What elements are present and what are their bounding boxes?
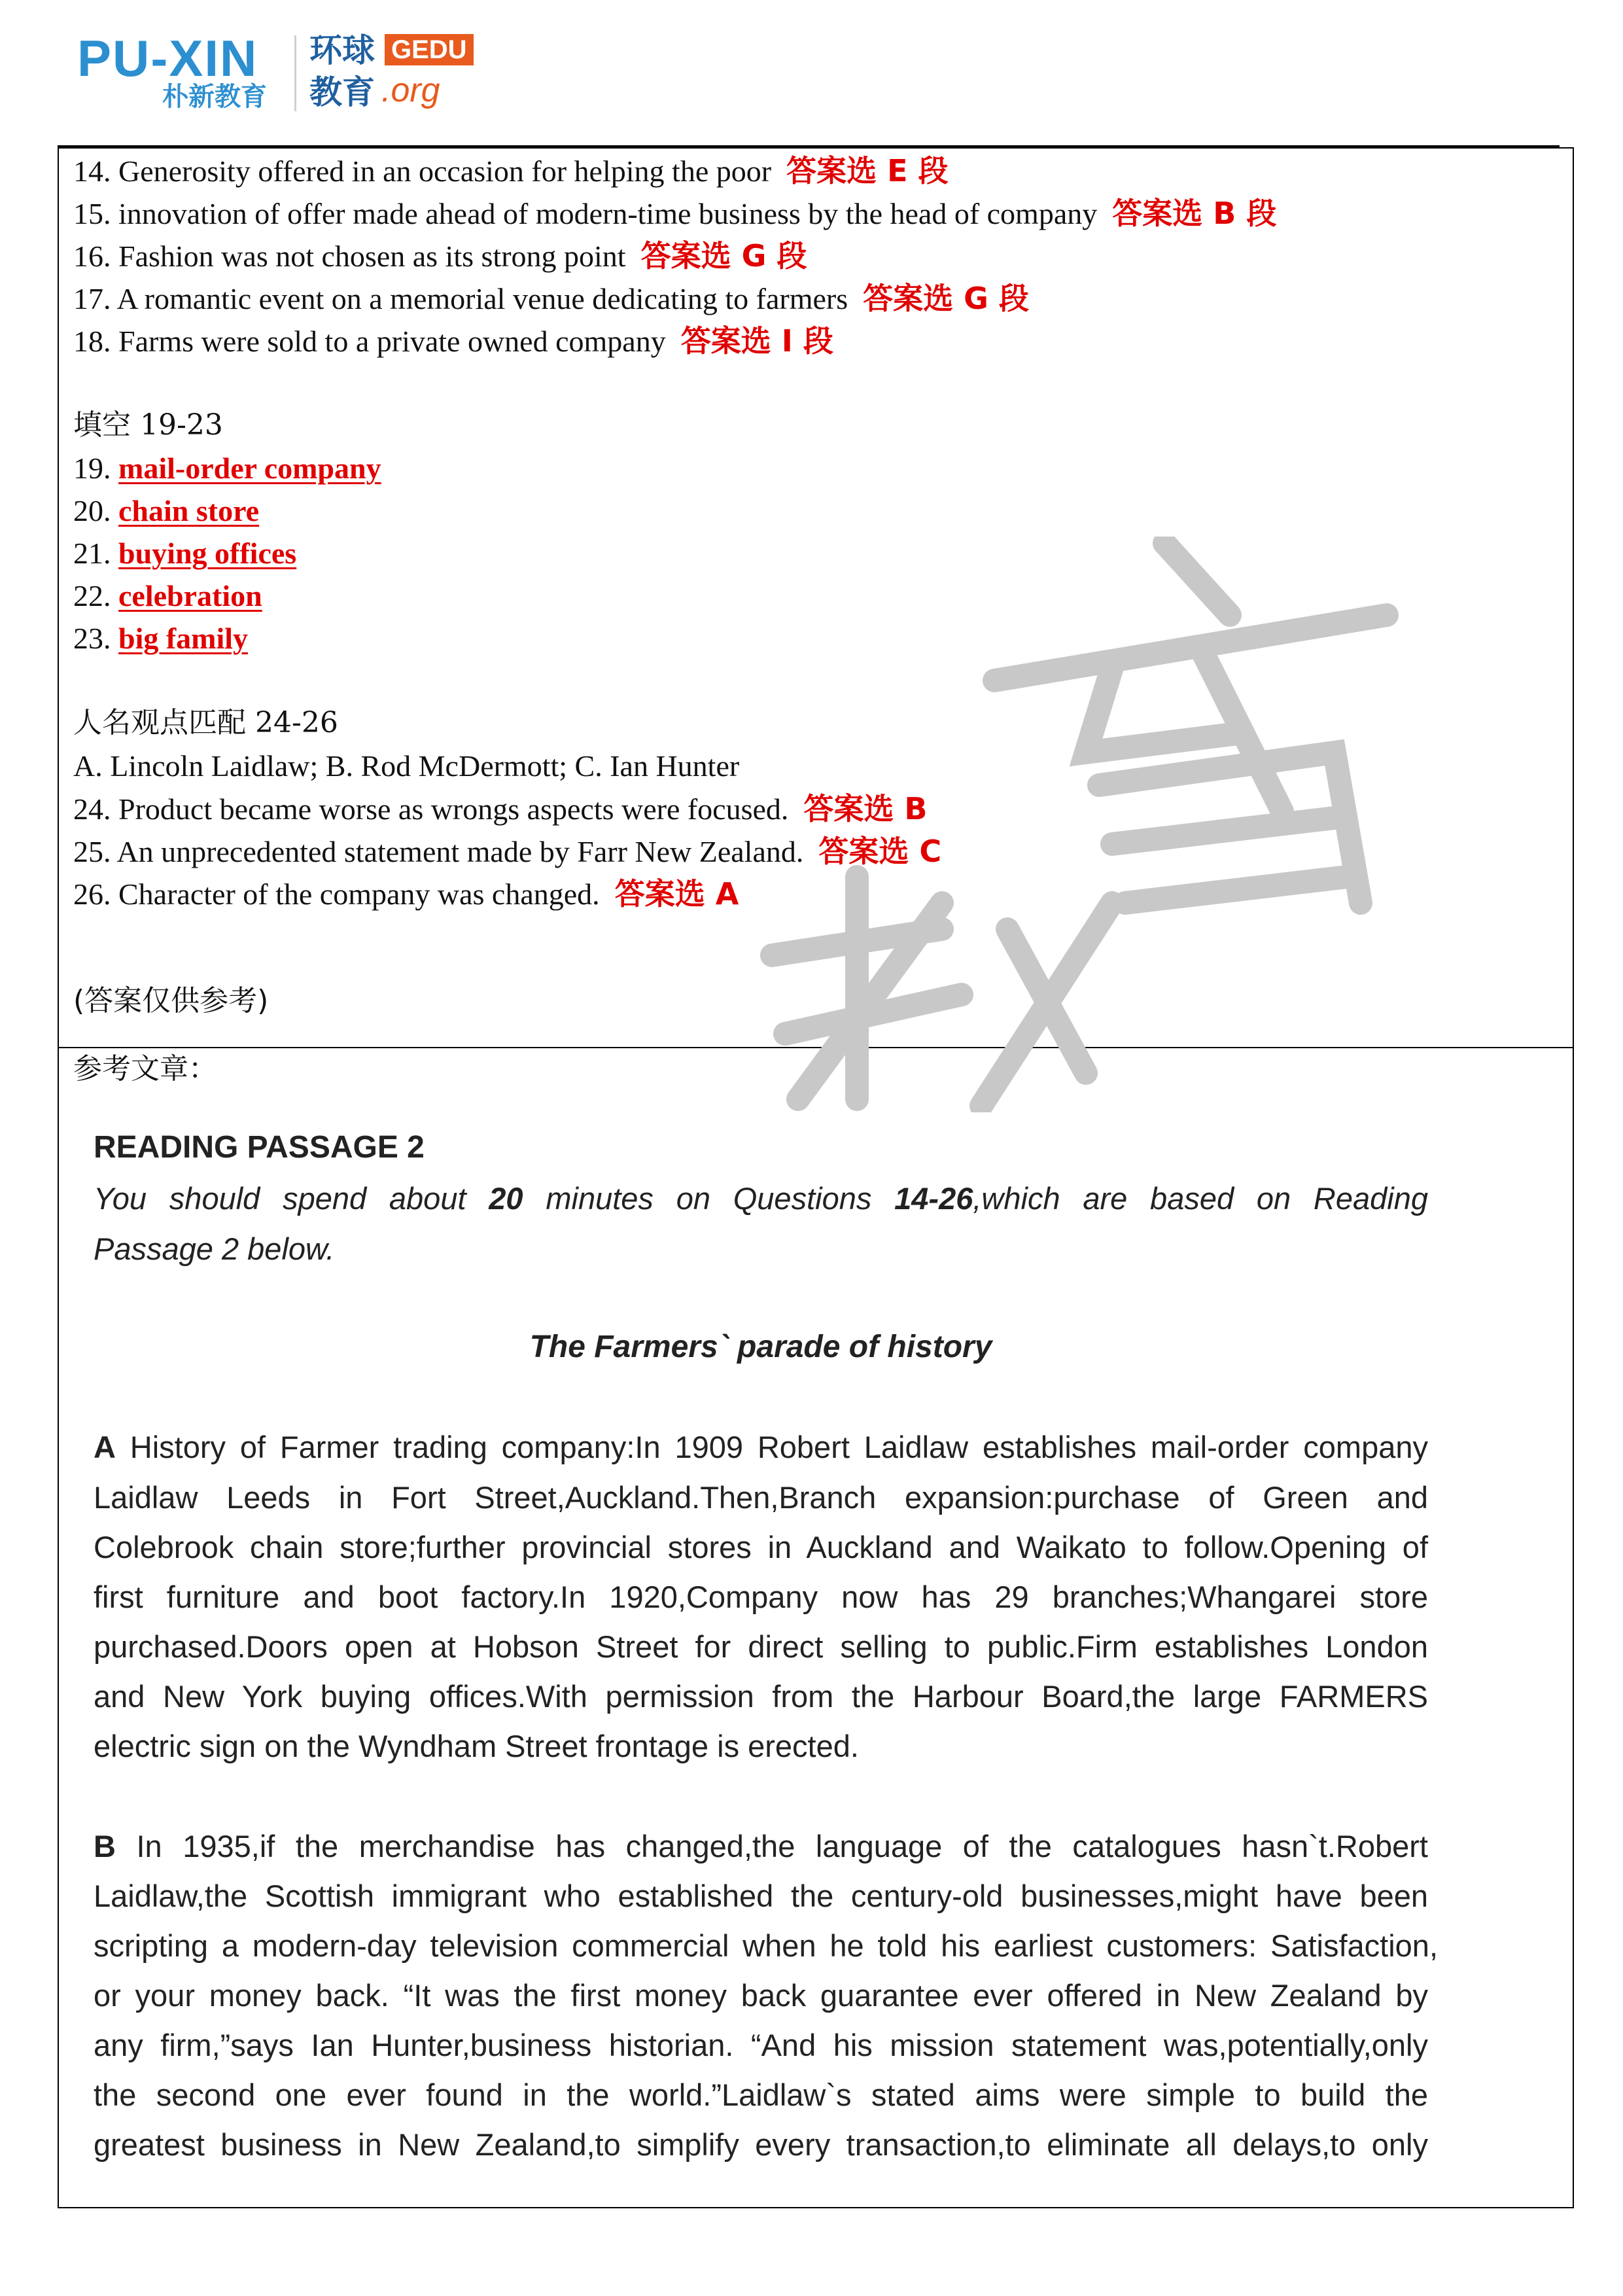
- question-text: 17. A romantic event on a memorial venue dedicating to farmers: [73, 282, 848, 315]
- para-a-line-3: Colebrook chain store;further provincial stores in Auckland and Waikato to follow.Opening of: [94, 1530, 1428, 1564]
- reference-title: 参考文章：: [73, 1052, 217, 1086]
- para-b-line-4: or your money back. “It was the first money back guarantee ever offered in New Zealand by: [94, 1978, 1428, 2013]
- answer-row-17: [73, 283, 1029, 314]
- passage-title: The Farmers` parade of history: [529, 1330, 992, 1364]
- para-a-text: History of Farmer trading company:In 1909 Robert Laidlaw establishes mail-order company: [115, 1430, 1428, 1464]
- para-b-line-5: any firm,”says Ian Hunter,business historian. “And his mission statement was,potentially,only: [94, 2028, 1428, 2062]
- logo-separator: [294, 35, 296, 111]
- match-options: A. Lincoln Laidlaw; B. Rod McDermott; C. Ian Hunter: [73, 749, 740, 783]
- instr-questions: 14-26: [894, 1181, 973, 1216]
- logo-org-text: .org: [381, 71, 440, 109]
- fill-answer-21: [73, 539, 296, 569]
- table-divider: [58, 1047, 1574, 1048]
- logo-puxin-text: PU-XIN: [77, 29, 258, 87]
- question-text: 18. Farms were sold to a private owned company: [73, 325, 666, 358]
- question-text: 26. Character of the company was changed.: [73, 877, 600, 911]
- fill-answer-text: buying offices: [118, 537, 297, 570]
- fill-number: 23.: [73, 622, 111, 655]
- instr-minutes: 20: [489, 1181, 523, 1216]
- answer-row-14: [73, 153, 949, 188]
- answer-text: 答案选 E 段: [786, 153, 949, 188]
- match-answer-26: [73, 876, 739, 911]
- para-a-line-2: Laidlaw Leeds in Fort Street,Auckland.Then,Branch expansion:purchase of Green and: [94, 1480, 1428, 1515]
- fill-number: 20.: [73, 494, 111, 527]
- answer-text: 答案选 A: [614, 876, 739, 911]
- fill-answer-20: [73, 496, 259, 526]
- para-b-line-3: scripting a modern-day television commercial when he told his earliest customers: Satisfaction,: [94, 1928, 1438, 1963]
- para-b-line-1: [94, 1831, 1428, 1862]
- question-text: 16. Fashion was not chosen as its strong point: [73, 239, 626, 273]
- fill-answer-text: big family: [118, 622, 249, 655]
- passage-instruction-line2: Passage 2 below.: [94, 1231, 335, 1266]
- para-b-line-2: Laidlaw,the Scottish immigrant who established the century-old businesses,might have been: [94, 1879, 1428, 1913]
- para-b-line-6: the second one ever found in the world.”Laidlaw`s stated aims were simple to build the: [94, 2077, 1428, 2112]
- answer-text: 答案选 G 段: [640, 238, 807, 274]
- answer-text: 答案选 G 段: [863, 281, 1029, 316]
- answer-text: 答案选 I 段: [680, 323, 833, 359]
- para-a-line-5: purchased.Doors open at Hobson Street for direct selling to public.Firm establishes London: [94, 1629, 1428, 1664]
- question-text: 25. An unprecedented statement made by Farr New Zealand.: [73, 835, 804, 868]
- para-a-line-4: first furniture and boot factory.In 1920,Company now has 29 branches;Whangarei store: [94, 1580, 1428, 1614]
- fill-answer-23: [73, 624, 248, 654]
- fill-number: 22.: [73, 579, 111, 612]
- question-text: 24. Product became worse as wrongs aspects were focused.: [73, 792, 789, 826]
- logo-huanqiu-text: 环球: [309, 31, 375, 69]
- para-a-line-6: and New York buying offices.With permission from the Harbour Board,the large FARMERS: [94, 1679, 1428, 1714]
- para-a-line-7: electric sign on the Wyndham Street frontage is erected.: [94, 1729, 859, 1763]
- company-logo: [77, 29, 470, 115]
- fill-answer-text: celebration: [118, 579, 262, 612]
- fill-number: 21.: [73, 537, 111, 570]
- passage-instruction: [94, 1183, 1428, 1214]
- instr-post: ,which are based on Reading: [973, 1181, 1429, 1216]
- fill-section-title: 填空 19-23: [73, 408, 223, 442]
- answer-row-16: [73, 238, 807, 274]
- answer-text: 答案选 C: [818, 834, 942, 869]
- passage-heading: READING PASSAGE 2: [94, 1130, 425, 1165]
- question-text: 15. innovation of offer made ahead of modern-time business by the head of company: [73, 197, 1098, 230]
- match-answer-24: [73, 791, 928, 826]
- instr-pre: You should spend about: [94, 1181, 489, 1216]
- fill-answer-19: [73, 453, 381, 484]
- answer-row-18: [73, 323, 833, 359]
- fill-answer-text: mail-order company: [118, 451, 381, 485]
- para-b-line-7: greatest business in New Zealand,to simplify every transaction,to eliminate all delays,to only: [94, 2127, 1428, 2162]
- fill-number: 19.: [73, 451, 111, 485]
- para-a-line-1: [94, 1432, 1428, 1462]
- logo-jiaoyu-text: 教育: [309, 73, 375, 111]
- match-section-title: 人名观点匹配 24-26: [73, 706, 338, 739]
- fill-answer-text: chain store: [118, 494, 260, 527]
- logo-gedu-badge: GEDU: [385, 34, 474, 65]
- answer-text: 答案选 B: [803, 791, 928, 826]
- answer-text: 答案选 B 段: [1112, 196, 1277, 231]
- logo-puxin-subtitle: 朴新教育: [162, 82, 267, 112]
- answer-row-15: [73, 198, 1276, 229]
- match-answer-25: [73, 836, 941, 867]
- instr-mid: minutes on Questions: [523, 1181, 895, 1216]
- fill-answer-22: [73, 581, 262, 611]
- disclaimer: (答案仅供参考): [73, 984, 269, 1017]
- question-text: 14. Generosity offered in an occasion for helping the poor: [73, 154, 772, 188]
- para-b-label: B: [94, 1829, 116, 1863]
- para-a-label: A: [94, 1430, 116, 1464]
- para-b-text: In 1935,if the merchandise has changed,the language of the catalogues hasn`t.Robert: [115, 1829, 1428, 1863]
